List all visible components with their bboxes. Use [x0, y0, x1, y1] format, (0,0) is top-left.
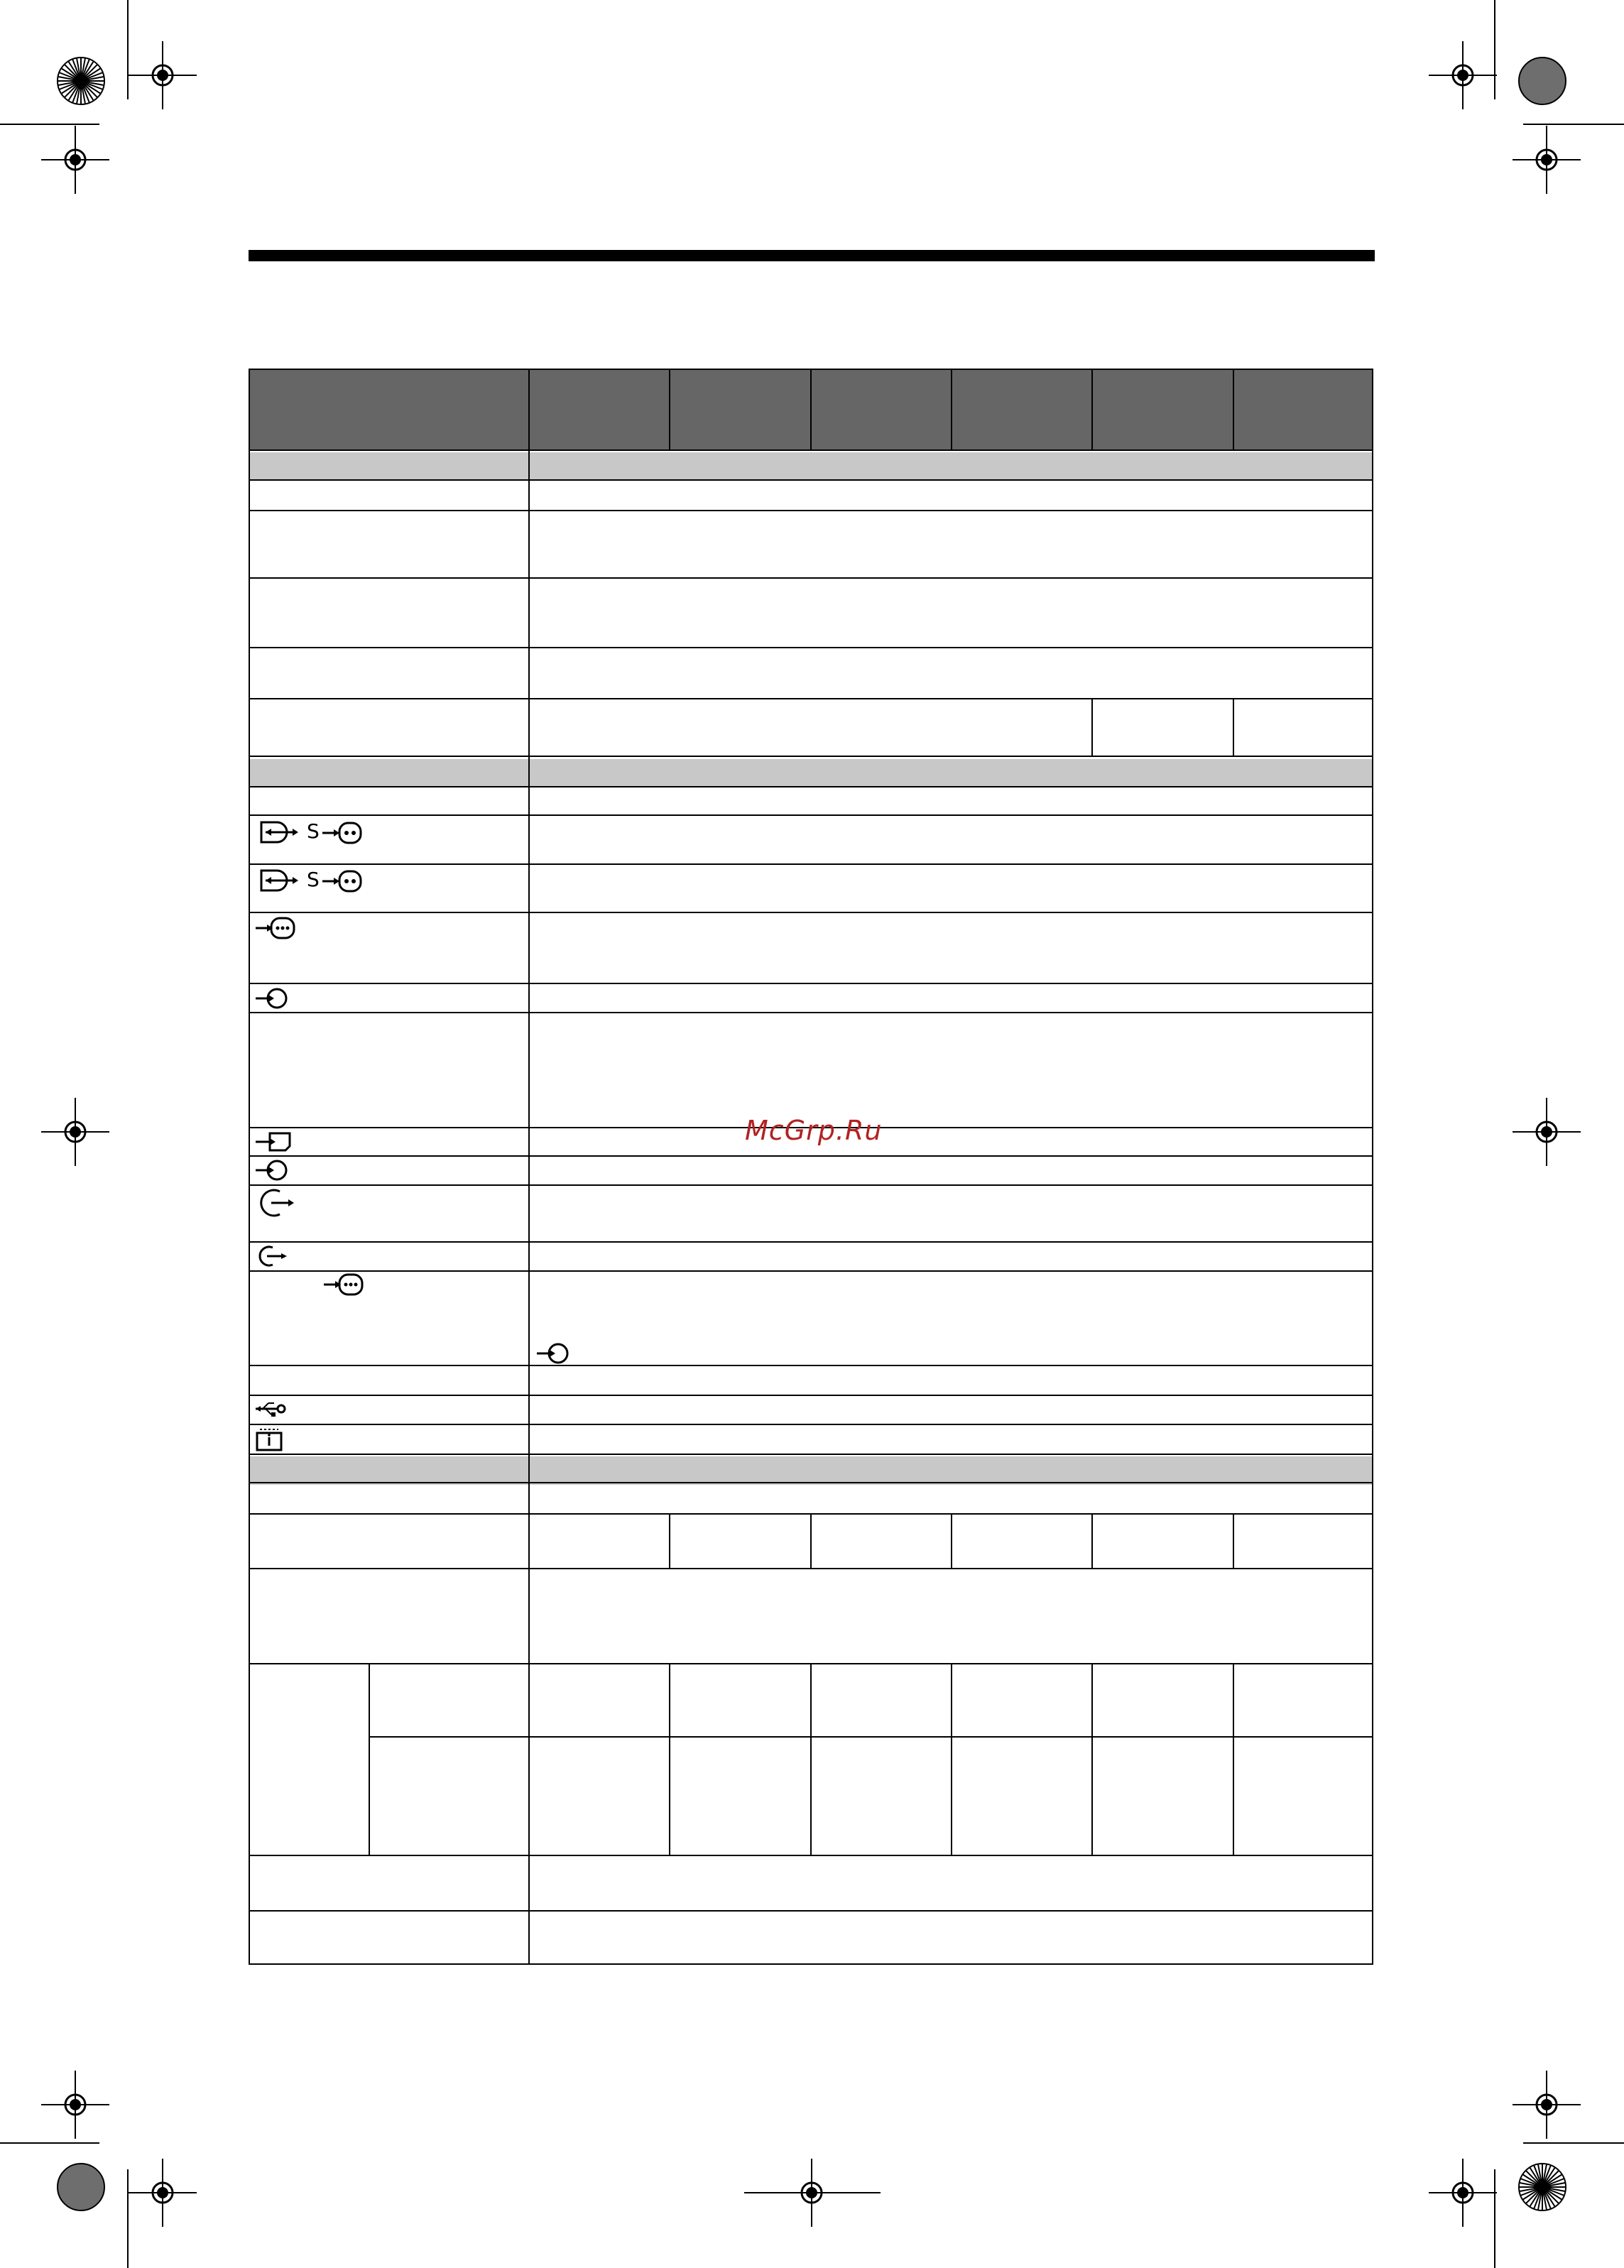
s-video-label: S [307, 868, 320, 891]
s-video-icon [321, 869, 364, 893]
section-band-connectors [250, 759, 1372, 787]
scart-in-out-icon [256, 866, 301, 895]
scart-in-out-icon [256, 818, 301, 846]
page-header-rule [249, 250, 1375, 261]
usb-icon [254, 1399, 287, 1419]
s-video-icon [321, 821, 364, 845]
watermark: McGrp.Ru [745, 1115, 883, 1146]
video-in-icon [322, 1272, 365, 1297]
audio-out-icon [254, 1244, 290, 1268]
component-in-icon [254, 916, 297, 940]
cam-slot-icon [254, 1426, 285, 1451]
section-band-system [250, 452, 1372, 481]
pc-audio-in-icon [254, 1159, 290, 1182]
audio-in-icon [535, 1342, 571, 1365]
hdmi-in-icon [254, 1130, 294, 1153]
s-video-label: S [307, 819, 320, 843]
headphone-out-icon [254, 1187, 297, 1218]
audio-in-icon [254, 987, 290, 1010]
section-band-others [250, 1456, 1372, 1485]
